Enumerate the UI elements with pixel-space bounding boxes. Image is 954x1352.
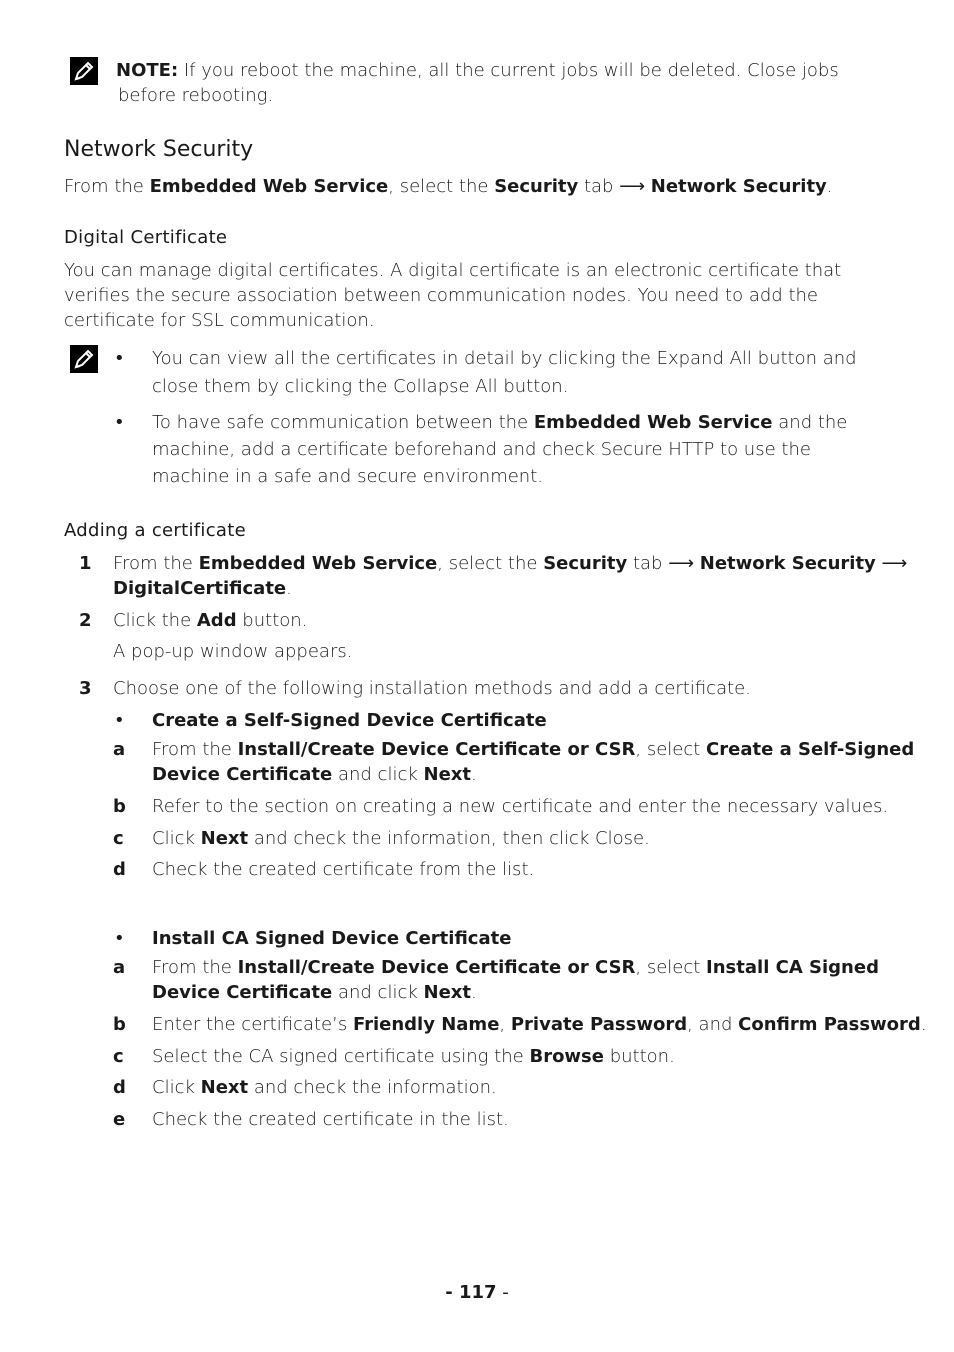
digital-certificate-para-line1: You can manage digital certificates. A digital certificate is an electronic certificate that: [64, 260, 842, 281]
substep-letter: c: [113, 1046, 124, 1067]
network-security-intro: From the Embedded Web Service, select the Security tab ⟶ Network Security.: [64, 176, 833, 197]
note-pencil-icon: [70, 345, 98, 373]
self-signed-a-line1: From the Install/Create Device Certificate or CSR, select Create a Self-Signed: [152, 739, 915, 760]
bullet: •: [114, 412, 125, 433]
step-number: 3: [79, 678, 92, 699]
arrow-right-icon: ⟶: [668, 553, 695, 574]
step-number: 1: [79, 553, 92, 574]
note-label: NOTE:: [116, 60, 179, 81]
substep-letter: b: [113, 1014, 126, 1035]
ca-signed-a-line2: Device Certificate and click Next.: [152, 982, 477, 1003]
substep-letter: c: [113, 828, 124, 849]
note-expand-all-line2: close them by clicking the Collapse All button.: [152, 376, 569, 397]
substep-letter: a: [113, 739, 126, 760]
self-signed-title: Create a Self-Signed Device Certificate: [152, 710, 547, 731]
note-safe-comm-line1: To have safe communication between the Embedded Web Service and the: [152, 412, 848, 433]
step2-line: Click the Add button.: [113, 610, 308, 631]
ca-signed-b: Enter the certificate’s Friendly Name, Private Password, and Confirm Password.: [152, 1014, 927, 1035]
bullet: •: [114, 348, 125, 369]
self-signed-c: Click Next and check the information, then click Close.: [152, 828, 650, 849]
step2-sub: A pop-up window appears.: [113, 641, 353, 662]
bullet: •: [114, 928, 125, 949]
ca-signed-a-line1: From the Install/Create Device Certificate or CSR, select Install CA Signed: [152, 957, 879, 978]
adding-certificate-heading: Adding a certificate: [64, 520, 246, 541]
substep-letter: a: [113, 957, 126, 978]
step3-line: Choose one of the following installation methods and add a certificate.: [113, 678, 751, 699]
digital-certificate-heading: Digital Certificate: [64, 227, 228, 248]
substep-letter: d: [113, 1077, 126, 1098]
step1-line2: DigitalCertificate.: [113, 578, 292, 599]
substep-letter: d: [113, 859, 126, 880]
digital-certificate-para-line3: certificate for SSL communication.: [64, 310, 375, 331]
step-number: 2: [79, 610, 92, 631]
ca-signed-title: Install CA Signed Device Certificate: [152, 928, 512, 949]
ca-signed-c: Select the CA signed certificate using the Browse button.: [152, 1046, 675, 1067]
self-signed-d: Check the created certificate from the list.: [152, 859, 535, 880]
substep-letter: e: [113, 1109, 126, 1130]
note-safe-comm-line2: machine, add a certificate beforehand and check Secure HTTP to use the: [152, 439, 811, 460]
step1-line1: From the Embedded Web Service, select the Security tab ⟶ Network Security ⟶: [113, 553, 908, 574]
self-signed-a-line2: Device Certificate and click Next.: [152, 764, 477, 785]
arrow-right-icon: ⟶: [619, 176, 646, 197]
note-safe-comm-line3: machine in a safe and secure environment.: [152, 466, 543, 487]
note-reboot-line1: NOTE: If you reboot the machine, all the current jobs will be deleted. Close jobs: [116, 60, 839, 81]
network-security-heading: Network Security: [64, 137, 254, 162]
ca-signed-e: Check the created certificate in the list.: [152, 1109, 509, 1130]
bullet: •: [114, 710, 125, 731]
note-pencil-icon: [70, 57, 98, 85]
arrow-right-icon: ⟶: [881, 553, 908, 574]
self-signed-b: Refer to the section on creating a new certificate and enter the necessary values.: [152, 796, 889, 817]
digital-certificate-para-line2: verifies the secure association between communication nodes. You need to add the: [64, 285, 818, 306]
ca-signed-d: Click Next and check the information.: [152, 1077, 497, 1098]
note-expand-all-line1: You can view all the certificates in detail by clicking the Expand All button and: [152, 348, 857, 369]
page-number: - 117 -: [445, 1282, 509, 1303]
note-reboot-line2: before rebooting.: [118, 85, 274, 106]
substep-letter: b: [113, 796, 126, 817]
